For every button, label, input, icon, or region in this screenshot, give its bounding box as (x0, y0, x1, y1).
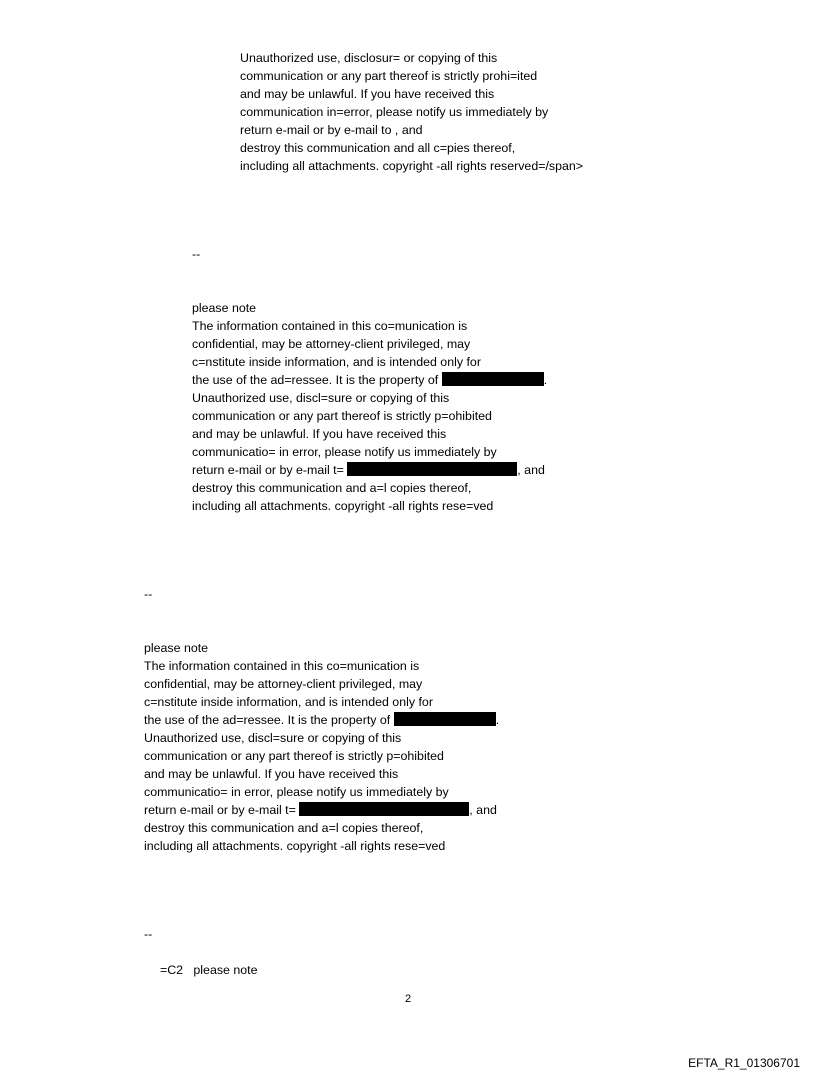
text-line: communication or any part thereof is strictly p=ohibited (144, 749, 444, 763)
text-segment: the use of the ad=ressee. It is the property of (144, 713, 391, 727)
text-line (192, 371, 547, 389)
text-line: Unauthorized use, discl=sure or copying of this (144, 731, 402, 745)
trailer-line: =C2 please note (160, 963, 258, 977)
text-line: destroy this communication and a=l copies thereof, (144, 821, 424, 835)
bates-number: EFTA_R1_01306701 (688, 1056, 800, 1070)
disclaimer-block-1 (240, 49, 583, 175)
text-line: destroy this communication and all c=pies thereof, (240, 141, 516, 155)
redaction-bar (442, 372, 544, 386)
text-line: The information contained in this co=munication is (144, 659, 420, 673)
text-line: destroy this communication and a=l copies thereof, (192, 481, 472, 495)
text-line: communicatio= in error, please notify us immediately by (192, 445, 497, 459)
text-segment: , and (517, 463, 545, 477)
text-line (144, 801, 499, 819)
text-line: please note (192, 301, 257, 315)
text-line: communication or any part thereof is strictly p=ohibited (192, 409, 492, 423)
text-line: Unauthorized use, discl=sure or copying of this (192, 391, 450, 405)
text-line: including all attachments. copyright -all rights rese=ved (144, 839, 446, 853)
disclaimer-block-3 (144, 639, 499, 855)
separator-2: -- (144, 587, 153, 601)
text-line: and may be unlawful. If you have received this (144, 767, 399, 781)
text-line: including all attachments. copyright -all rights rese=ved (192, 499, 494, 513)
text-line: c=nstitute inside information, and is intended only for (192, 355, 481, 369)
text-segment: the use of the ad=ressee. It is the property of (192, 373, 439, 387)
text-segment: , and (469, 803, 497, 817)
text-segment: . (543, 373, 548, 387)
text-line (192, 461, 547, 479)
separator-3: -- (144, 927, 153, 941)
page-number: 2 (404, 993, 412, 1005)
text-segment: . (495, 713, 500, 727)
text-line: communicatio= in error, please notify us immediately by (144, 785, 449, 799)
redaction-bar (394, 712, 496, 726)
text-line: and may be unlawful. If you have received this (240, 87, 495, 101)
text-line: and may be unlawful. If you have received this (192, 427, 447, 441)
separator-1: -- (192, 247, 201, 261)
text-line: communication in=error, please notify us immediately by (240, 105, 549, 119)
text-line (144, 711, 499, 729)
text-line: The information contained in this co=munication is (192, 319, 468, 333)
text-segment: return e-mail or by e-mail t= (192, 463, 344, 477)
text-line: c=nstitute inside information, and is intended only for (144, 695, 433, 709)
redaction-bar (347, 462, 517, 476)
disclaimer-block-2 (192, 299, 547, 515)
redaction-bar (299, 802, 469, 816)
text-line: confidential, may be attorney-client privileged, may (144, 677, 423, 691)
text-line: return e-mail or by e-mail to , and (240, 123, 423, 137)
text-line: including all attachments. copyright -all rights reserved=/span> (240, 159, 583, 173)
text-line: please note (144, 641, 209, 655)
text-segment: return e-mail or by e-mail t= (144, 803, 296, 817)
text-line: confidential, may be attorney-client privileged, may (192, 337, 471, 351)
text-line: Unauthorized use, disclosur= or copying of this (240, 51, 498, 65)
text-line: communication or any part thereof is strictly prohi=ited (240, 69, 538, 83)
